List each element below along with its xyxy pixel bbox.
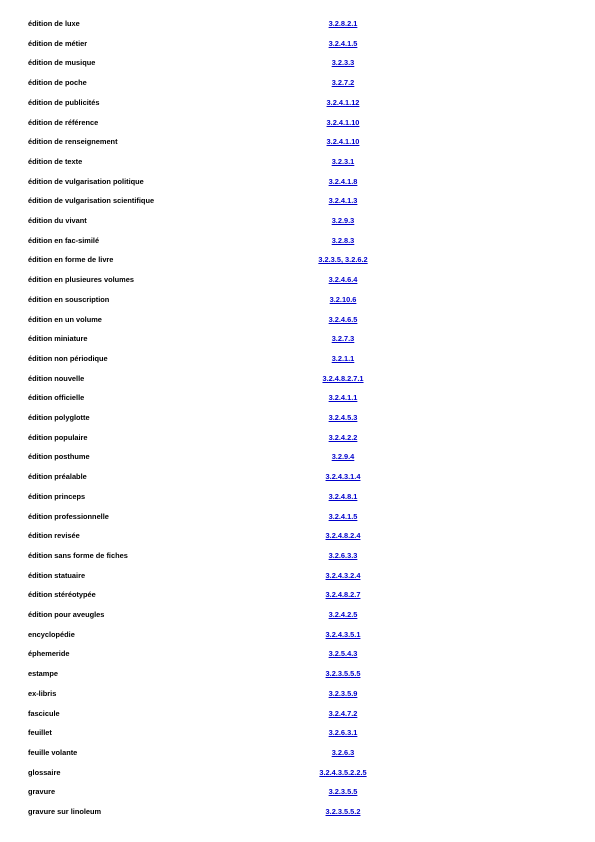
index-entry bbox=[0, 176, 595, 188]
section-reference-link[interactable]: 3.2.9.3 bbox=[331, 216, 355, 225]
index-term: édition de luxe bbox=[28, 19, 80, 28]
section-reference-link[interactable]: 3.2.3.1 bbox=[331, 156, 355, 166]
index-entry bbox=[0, 491, 595, 503]
index-term: édition miniature bbox=[28, 334, 88, 344]
section-reference-link[interactable]: 3.2.4.1.1 bbox=[328, 393, 358, 403]
section-reference-link[interactable]: 3.2.4.3.5.1 bbox=[325, 629, 361, 639]
index-entry bbox=[0, 57, 595, 69]
index-term: éphemeride bbox=[28, 649, 70, 659]
section-reference-link[interactable]: 3.2.4.3.2.4 bbox=[325, 570, 361, 580]
index-term: édition du vivant bbox=[28, 216, 87, 225]
index-entry bbox=[0, 215, 595, 227]
index-term: édition polyglotte bbox=[28, 413, 90, 422]
section-reference-link[interactable]: 3.2.6.3.3 bbox=[328, 550, 358, 560]
index-entry bbox=[0, 412, 595, 424]
index-entry bbox=[0, 570, 595, 582]
index-term: feuille volante bbox=[28, 747, 78, 757]
index-term: édition pour aveugles bbox=[28, 610, 105, 619]
section-reference-link[interactable]: 3.2.3.5.5.2 bbox=[325, 807, 361, 816]
index-term: édition en un volume bbox=[28, 314, 102, 324]
index-entry bbox=[0, 767, 595, 779]
index-term: édition de texte bbox=[28, 156, 83, 166]
section-reference-link[interactable]: 3.2.4.6.4 bbox=[328, 275, 358, 285]
index-term: édition non périodique bbox=[28, 353, 108, 363]
section-reference-link[interactable]: 3.2.3.5.5.5 bbox=[325, 669, 361, 679]
index-entry bbox=[0, 432, 595, 444]
index-term: édition de publicités bbox=[28, 97, 100, 107]
index-entry bbox=[0, 511, 595, 523]
section-reference-link[interactable]: 3.2.4.8.2.7 bbox=[325, 590, 361, 600]
index-entry bbox=[0, 314, 595, 326]
index-term: encyclopédie bbox=[28, 629, 75, 639]
index-entry bbox=[0, 550, 595, 562]
section-reference-link[interactable]: 3.2.4.1.3 bbox=[328, 196, 358, 206]
index-term: édition de vulgarisation politique bbox=[28, 176, 144, 186]
index-term: édition officielle bbox=[28, 393, 85, 403]
index-entry bbox=[0, 274, 595, 286]
index-entry bbox=[0, 392, 595, 404]
index-entry bbox=[0, 156, 595, 168]
section-reference-link[interactable]: 3.2.3.5.5 bbox=[328, 787, 358, 797]
section-reference-link[interactable]: 3.2.8.3 bbox=[331, 235, 355, 245]
index-term: édition nouvelle bbox=[28, 373, 85, 383]
section-reference-link[interactable]: 3.2.7.3 bbox=[331, 334, 355, 344]
index-entry bbox=[0, 117, 595, 129]
index-entry bbox=[0, 648, 595, 660]
index-term: ex-libris bbox=[28, 688, 57, 698]
section-reference-link[interactable]: 3.2.4.1.12 bbox=[326, 97, 360, 107]
index-entry bbox=[0, 530, 595, 542]
index-term: édition en forme de livre bbox=[28, 255, 114, 265]
section-reference-link[interactable]: 3.2.4.1.5 bbox=[328, 38, 358, 48]
index-entry bbox=[0, 18, 595, 30]
index-entry bbox=[0, 136, 595, 148]
index-entry bbox=[0, 747, 595, 759]
section-reference-link[interactable]: 3.2.4.2.5 bbox=[328, 610, 358, 619]
index-entry bbox=[0, 688, 595, 700]
index-entry bbox=[0, 451, 595, 463]
section-reference-link[interactable]: 3.2.4.1.10 bbox=[326, 137, 360, 147]
section-reference-link[interactable]: 3.2.5.4.3 bbox=[328, 649, 358, 659]
index-term: fascicule bbox=[28, 708, 60, 718]
index-entry bbox=[0, 353, 595, 365]
index-term: édition stéréotypée bbox=[28, 590, 96, 600]
index-entry bbox=[0, 294, 595, 306]
section-reference-link[interactable]: 3.2.1.1 bbox=[331, 353, 355, 363]
index-entry bbox=[0, 806, 595, 818]
index-term: édition de métier bbox=[28, 38, 88, 48]
index-term: glossaire bbox=[28, 767, 61, 777]
index-term: édition princeps bbox=[28, 491, 86, 501]
index-entry bbox=[0, 589, 595, 601]
index-term: édition de musique bbox=[28, 58, 96, 68]
index-entry bbox=[0, 195, 595, 207]
section-reference-link[interactable]: 3.2.4.1.8 bbox=[328, 176, 358, 186]
index-entry bbox=[0, 668, 595, 680]
section-reference-link[interactable]: 3.2.4.8.2.4 bbox=[325, 531, 361, 541]
index-term: estampe bbox=[28, 669, 58, 679]
index-entry bbox=[0, 629, 595, 641]
section-reference-link[interactable]: 3.2.10.6 bbox=[329, 294, 357, 304]
index-term: édition posthume bbox=[28, 452, 90, 462]
section-reference-link[interactable]: 3.2.4.7.2 bbox=[328, 708, 358, 718]
index-term: édition de référence bbox=[28, 117, 99, 127]
index-entry bbox=[0, 471, 595, 483]
index-entry bbox=[0, 609, 595, 621]
section-reference-link[interactable]: 3.2.9.4 bbox=[331, 452, 355, 462]
index-term: gravure bbox=[28, 787, 56, 797]
index-entry bbox=[0, 235, 595, 247]
index-term: édition de vulgarisation scientifique bbox=[28, 196, 155, 206]
section-reference-link[interactable]: 3.2.7.2 bbox=[331, 78, 355, 88]
section-reference-link[interactable]: 3.2.8.2.1 bbox=[328, 19, 358, 28]
index-term: édition populaire bbox=[28, 432, 88, 442]
index-term: édition en fac-similé bbox=[28, 235, 100, 245]
section-reference-link[interactable]: 3.2.4.6.5 bbox=[328, 314, 358, 324]
index-term: feuillet bbox=[28, 728, 52, 738]
index-term: édition en souscription bbox=[28, 294, 110, 304]
index-entry bbox=[0, 786, 595, 798]
index-term: édition préalable bbox=[28, 472, 87, 482]
index-term: gravure sur linoleum bbox=[28, 807, 102, 816]
section-reference-link[interactable]: 3.2.4.8.2.7.1 bbox=[322, 373, 364, 383]
section-reference-link[interactable]: 3.2.3.5.9 bbox=[328, 688, 358, 698]
index-entry bbox=[0, 254, 595, 266]
section-reference-link[interactable]: 3.2.6.3 bbox=[331, 747, 355, 757]
index-term: édition sans forme de fiches bbox=[28, 550, 128, 560]
section-reference-link[interactable]: 3.2.4.3.5.2.2.5 bbox=[319, 767, 367, 777]
index-entry bbox=[0, 708, 595, 720]
index-entry bbox=[0, 77, 595, 89]
index-entry bbox=[0, 38, 595, 50]
section-reference-link[interactable]: 3.2.4.1.10 bbox=[326, 117, 360, 127]
section-reference-link[interactable]: 3.2.3.3 bbox=[331, 58, 355, 68]
index-entry bbox=[0, 97, 595, 109]
index-entry bbox=[0, 727, 595, 739]
index-term: édition statuaire bbox=[28, 570, 86, 580]
index-entry bbox=[0, 373, 595, 385]
section-reference-link[interactable]: 3.2.6.3.1 bbox=[328, 728, 358, 738]
index-term: édition de renseignement bbox=[28, 137, 118, 147]
section-reference-link[interactable]: 3.2.4.3.1.4 bbox=[325, 472, 361, 482]
index-term: édition en plusieures volumes bbox=[28, 275, 134, 285]
index-term: édition revisée bbox=[28, 531, 80, 541]
index-entry bbox=[0, 333, 595, 345]
index-term: édition professionnelle bbox=[28, 511, 109, 521]
section-reference-link[interactable]: 3.2.4.2.2 bbox=[328, 432, 358, 442]
section-reference-link[interactable]: 3.2.4.8.1 bbox=[328, 491, 358, 501]
section-reference-link[interactable]: 3.2.3.5, 3.2.6.2 bbox=[318, 255, 368, 265]
section-reference-link[interactable]: 3.2.4.1.5 bbox=[328, 511, 358, 521]
index-term: édition de poche bbox=[28, 78, 87, 88]
section-reference-link[interactable]: 3.2.4.5.3 bbox=[328, 413, 358, 422]
